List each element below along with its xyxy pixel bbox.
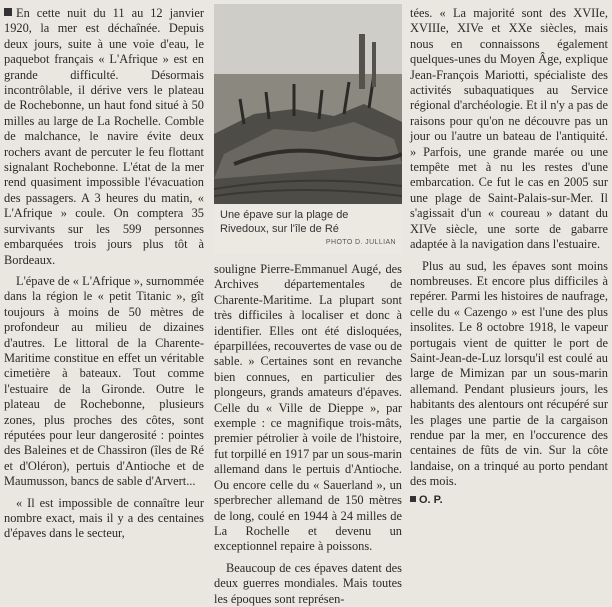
paragraph: L'épave de « L'Afrique », surnommée dans la région le « petit Titanic », gît toujours à moins de 50 mètres de profondeur au milieu de dizaines d'autres. Le littoral de la Charente-Maritime constitue en effet un véritable cimetière à bateaux. Tout comme l'estuaire de la Gironde. Outre le plateau de Rochebonne, plusieurs zones, plus proches des côtes, sont réputées pour leur dangerosité : pointes des Baleines et de Chassiron (îles de Ré et d'Oléron), pertuis d'Antioche et de Maumusson, bancs de sable d'Arvert... <box>4 273 204 489</box>
shipwreck-image-icon <box>214 4 402 204</box>
paragraph: Beaucoup de ces épaves datent des deux guerres mondiales. Mais toutes les époques sont représen- <box>214 560 402 606</box>
shipwreck-photo <box>214 4 402 204</box>
paragraph: souligne Pierre-Emmanuel Augé, des Archives départementales de Charente-Maritime. La plupart sont très difficiles à localiser et donc à identifier. Elles ont été disloquées, éparpillées, recouvertes de vase ou de sable. » Certaines sont en revanche bien connues, en particulier des plongeurs, grands amateurs d'épaves. Celle du « Ville de Dieppe », par exemple : ce magnifique trois-mâts, premier pétrolier à voile de l'histoire, fut torpillé en 1917 par un sous-marin allemand dans le pertuis d'Antioche. Ou encore celle du « Sauerland », un sperbrecher allemand de 150 mètres de long, coulé en 1944 à 24 milles de La Rochelle et devenu un exceptionnel repaire à poissons. <box>214 262 402 554</box>
article-column-3 <box>410 6 608 508</box>
photo-caption: Une épave sur la plage de Rivedoux, sur l'île de Ré PHOTO D. JULLIAN <box>214 204 402 254</box>
paragraph: tées. « La majorité sont des XVIIe, XVIIIe, XIVe et XXe siècles, mais nous en connaissons également quelques-unes du Moyen Âge, explique Jean-François Mariotti, spécialiste des activités subaquatiques au Service régional d'archéologie. Et il n'y a pas de raisons pour qu'on ne découvre pas un jour ou l'autre un bateau de l'antiquité. » Parfois, une grande marée ou une tempête met à nu les restes d'une embarcation. Ce fut le cas en 2005 sur une plage de Saint-Palais-sur-Mer. Il s'agissait d'un « coureau » datant du XIVe siècle, une sorte de gabarre adaptée à la navigation dans l'estuaire. <box>410 6 608 252</box>
photo-block <box>214 4 402 254</box>
photo-credit: PHOTO D. JULLIAN <box>325 239 396 246</box>
signature-square-icon <box>410 496 416 502</box>
signature: O. P. <box>410 492 608 508</box>
paragraph: En cette nuit du 11 au 12 janvier 1920, la mer est déchaînée. Depuis deux jours, suite à une voie d'eau, le paquebot français « L'Afrique » est en grande difficulté. Désormais incontrôlable, il dérive vers le plateau de Rochebonne, un haut fond situé à 50 milles au large de La Rochelle. Comble de malchance, le navire évite deux rochers avant de percuter le feu flottant signalant Rochebonne. L'état de la mer rend quasiment impossible l'évacuation des passagers. A 3 heures du matin, « L'Afrique » coule. On comptera 35 survivants sur les 599 personnes embarquées trois jours plus tôt à Bordeaux. <box>4 6 204 267</box>
paragraph: Plus au sud, les épaves sont moins nombreuses. Et encore plus difficiles à repérer. Parmi les histoires de naufrage, celle du « Cazengo » est l'une des plus insolites. Le 8 octobre 1918, le vapeur portugais vient de quitter le port de Saint-Jean-de-Luz lorsqu'il est coulé au large de Mimizan par un sous-marin allemand. Pendant plusieurs jours, les habitants des alentours ont récupéré sur les plages une partie de la cargaison rendue par la mer, en l'occurence des centaines de fûts de vin. Sur la côte landaise, on a trinqué au porto pendant des mois. <box>410 258 608 489</box>
paragraph: « Il est impossible de connaître leur nombre exact, mais il y a des centaines d'épaves dans le secteur, <box>4 495 204 541</box>
lead-square-icon <box>4 8 12 16</box>
article-column-2 <box>214 262 402 607</box>
article-column-1 <box>4 6 204 542</box>
